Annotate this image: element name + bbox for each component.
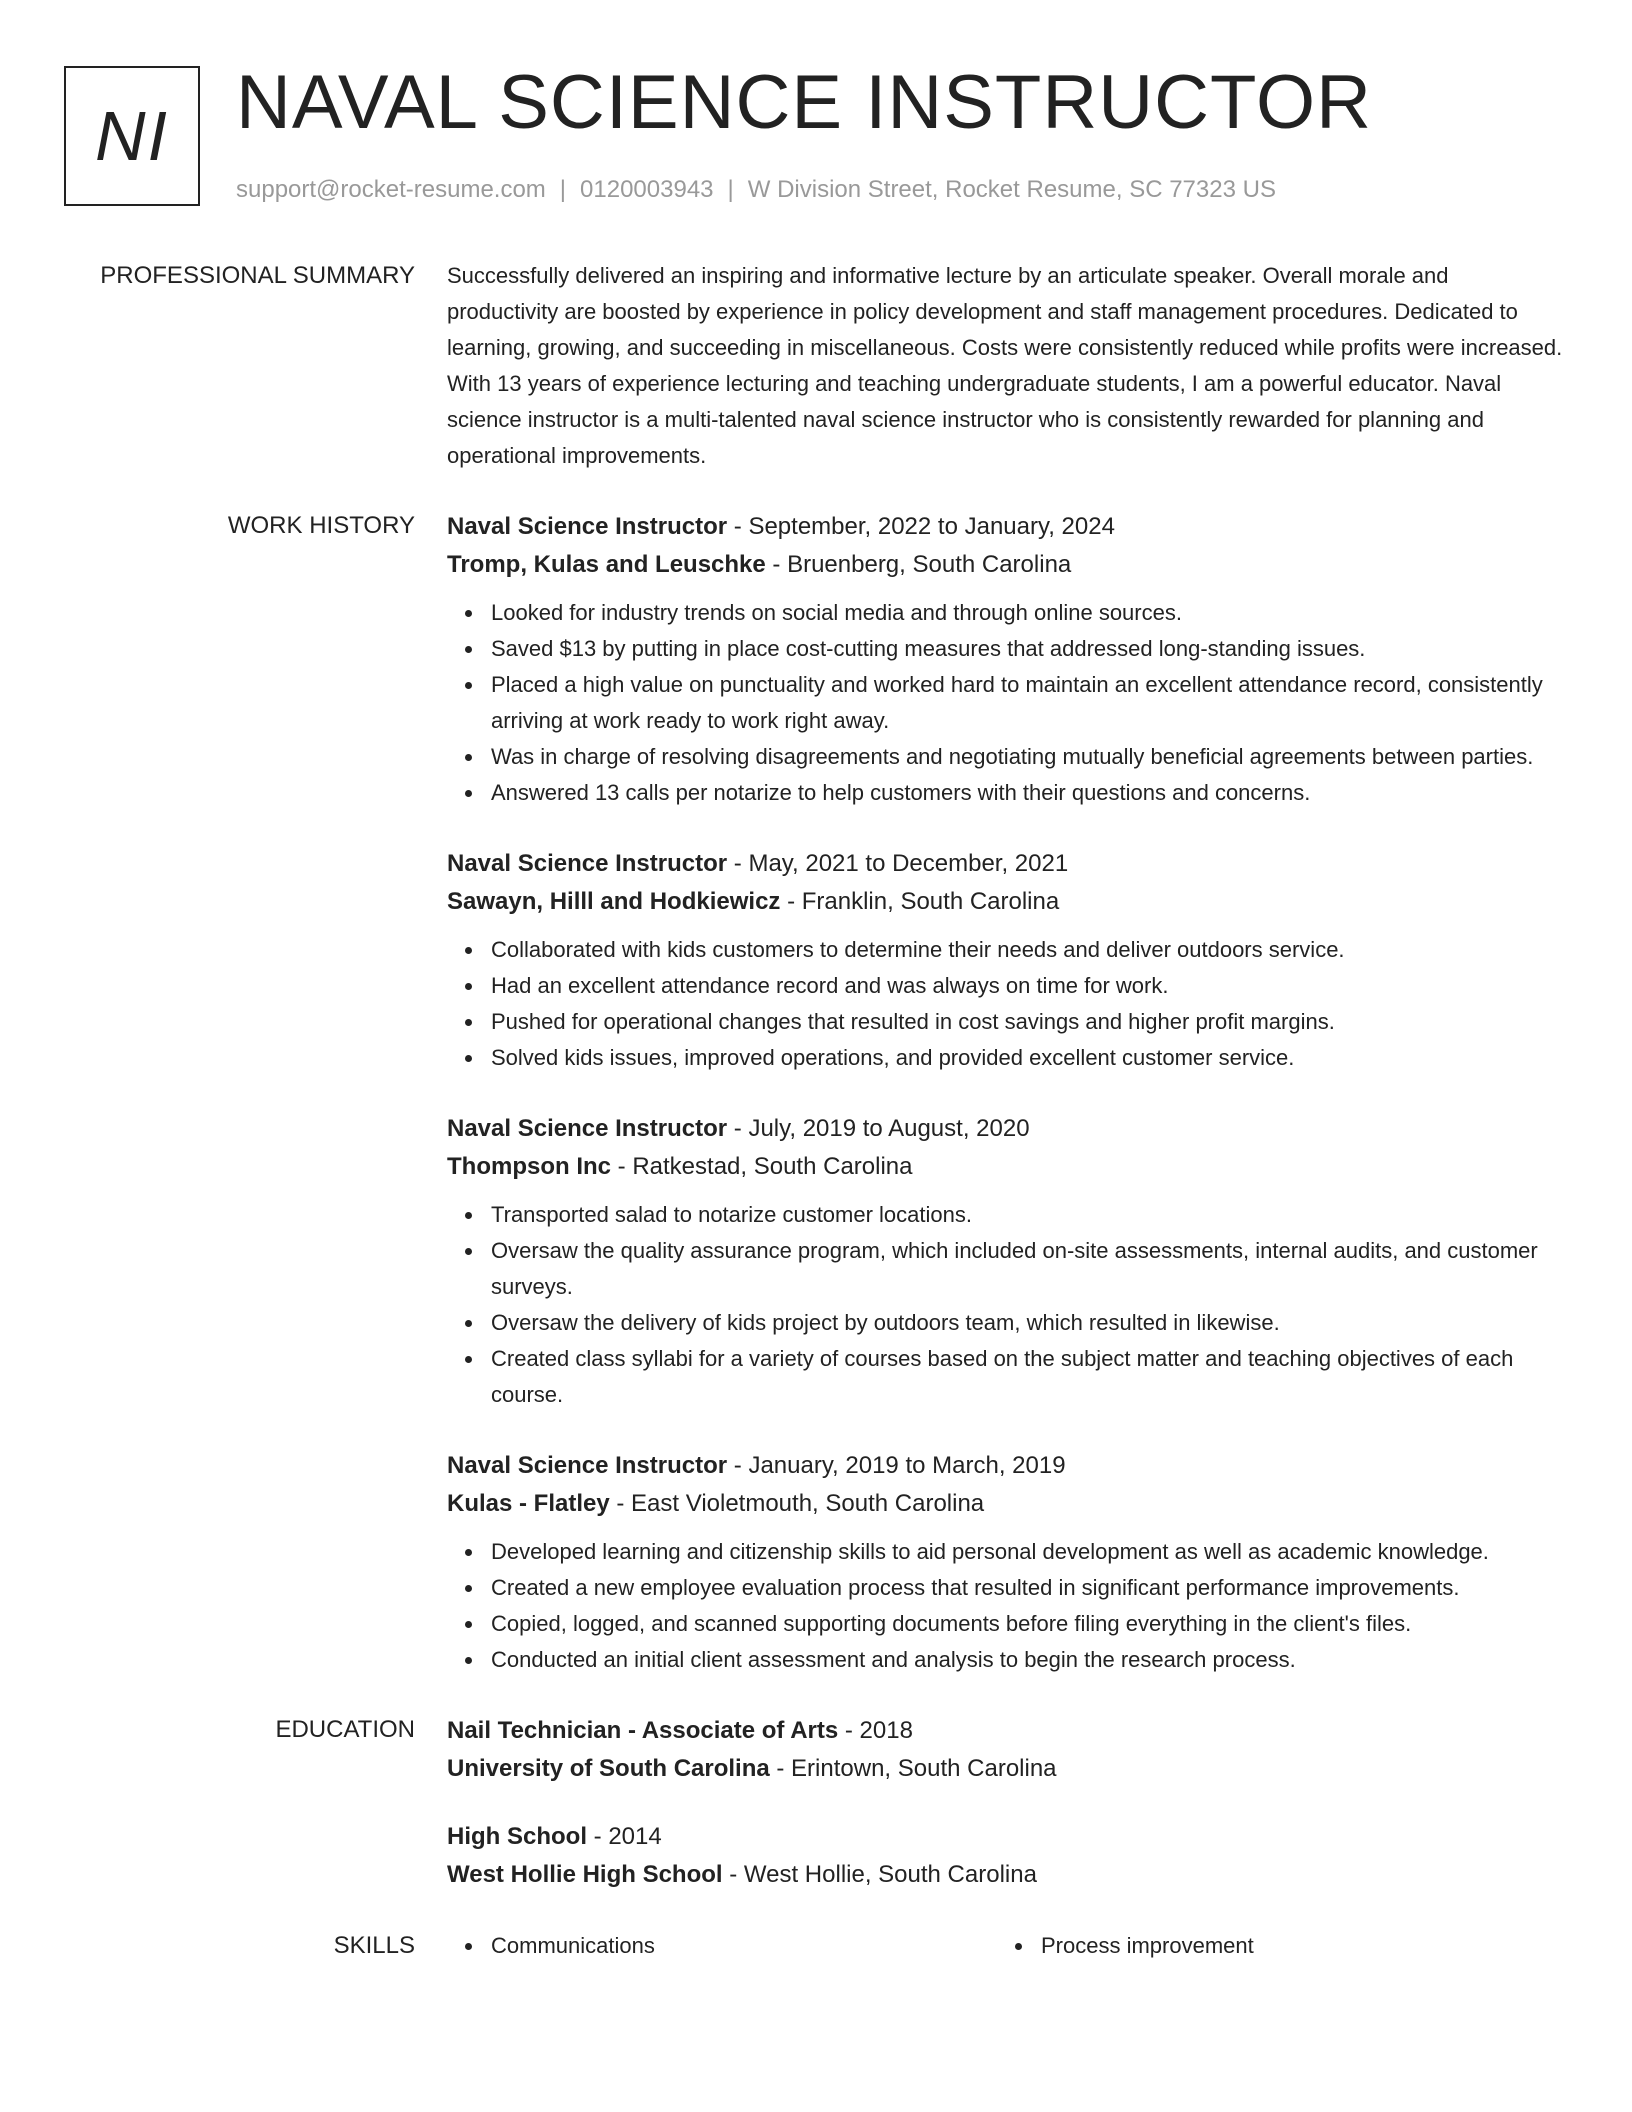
skills-body: [447, 1928, 1563, 1964]
education-entry: [447, 1818, 1563, 1894]
job-bullets: [447, 1534, 1563, 1678]
company-name: Sawayn, Hilll and Hodkiewicz: [447, 888, 781, 915]
summary-section: [0, 258, 1632, 474]
job-title-line: [447, 508, 1563, 546]
summary-body: [447, 258, 1563, 474]
company-name: Tromp, Kulas and Leuschke: [447, 551, 766, 578]
contact-phone[interactable]: 0120003943: [580, 176, 714, 203]
job-bullet: Saved $13 by putting in place cost-cutting measures that addressed long-standing issues.: [491, 631, 1563, 667]
company-location: - Ratkestad, South Carolina: [611, 1153, 913, 1180]
job-title-line: [447, 1110, 1563, 1148]
job-bullet: Pushed for operational changes that resulted in cost savings and higher profit margins.: [491, 1004, 1563, 1040]
company-line: [447, 883, 1563, 921]
job-title: Naval Science Instructor: [447, 850, 728, 877]
company-line: [447, 546, 1563, 584]
section-label-education: EDUCATION: [275, 1716, 415, 1743]
section-label-work-history: WORK HISTORY: [227, 512, 415, 539]
contact-separator: |: [727, 176, 734, 203]
monogram: NI: [64, 66, 200, 206]
job-entry: [447, 1110, 1563, 1413]
job-bullet: Looked for industry trends on social media and through online sources.: [491, 595, 1563, 631]
section-label-skills: SKILLS: [333, 1932, 415, 1959]
job-bullet: Placed a high value on punctuality and worked hard to maintain an excellent attendance record, consistently arriving at work ready to work right away.: [491, 667, 1563, 739]
company-location: - Bruenberg, South Carolina: [765, 551, 1072, 578]
contact-line: [236, 175, 1276, 205]
skills-list: [447, 1928, 1563, 1964]
jobs-list: [447, 508, 1563, 1678]
job-entry: [447, 845, 1563, 1076]
contact-address: W Division Street, Rocket Resume, SC 77323 US: [747, 176, 1276, 203]
degree-year: - 2014: [587, 1823, 662, 1850]
section-label-summary: PROFESSIONAL SUMMARY: [100, 262, 415, 289]
contact-separator: |: [559, 176, 567, 203]
resume-body: [0, 258, 1632, 1964]
school-line: [447, 1750, 1563, 1788]
job-title-line: [447, 1447, 1563, 1485]
education-entry: [447, 1712, 1563, 1788]
job-bullets: [447, 1197, 1563, 1413]
job-bullet: Copied, logged, and scanned supporting documents before filing everything in the client's files.: [491, 1606, 1563, 1642]
contact-email[interactable]: support@rocket-resume.com: [236, 176, 546, 203]
job-bullets: [447, 595, 1563, 811]
job-bullets: [447, 932, 1563, 1076]
candidate-name: NAVAL SCIENCE INSTRUCTOR: [236, 60, 1373, 145]
school-line: [447, 1856, 1563, 1894]
degree-name: High School: [447, 1823, 587, 1850]
job-bullet: Transported salad to notarize customer locations.: [491, 1197, 1563, 1233]
company-location: - Franklin, South Carolina: [780, 888, 1060, 915]
job-title: Naval Science Instructor: [447, 1452, 728, 1479]
job-title: Naval Science Instructor: [447, 1115, 728, 1142]
job-title-line: [447, 845, 1563, 883]
degree-name: Nail Technician - Associate of Arts: [447, 1717, 839, 1744]
summary-text: Successfully delivered an inspiring and informative lecture by an articulate speaker. Overall morale and productivity are boosted by experience in policy development and staff management procedures. Dedicated to learning, growing, and succeeding in miscellaneous. Costs were consistently reduced while profits were increased. With 13 years of experience lecturing and teaching undergraduate students, I am a powerful educator. Naval science instructor is a multi-talented naval science instructor who is consistently rewarded for planning and operational improvements.: [447, 263, 1563, 468]
job-entry: [447, 1447, 1563, 1678]
education-section: [0, 1712, 1632, 1894]
job-dates: - January, 2019 to March, 2019: [727, 1452, 1066, 1479]
company-line: [447, 1148, 1563, 1186]
job-bullet: Created a new employee evaluation process that resulted in significant performance improvements.: [491, 1570, 1563, 1606]
job-bullet: Solved kids issues, improved operations, and provided excellent customer service.: [491, 1040, 1563, 1076]
job-bullet: Was in charge of resolving disagreements and negotiating mutually beneficial agreements between parties.: [491, 739, 1563, 775]
job-bullet: Oversaw the quality assurance program, which included on-site assessments, internal audits, and customer surveys.: [491, 1233, 1563, 1305]
work-history-section: [0, 508, 1632, 1678]
company-line: [447, 1485, 1563, 1523]
skill-item: Communications: [491, 1928, 1041, 1964]
degree-line: [447, 1818, 1563, 1856]
school-location: - Erintown, South Carolina: [769, 1755, 1057, 1782]
school-name: University of South Carolina: [447, 1755, 770, 1782]
job-bullet: Answered 13 calls per notarize to help customers with their questions and concerns.: [491, 775, 1563, 811]
job-dates: - July, 2019 to August, 2020: [727, 1115, 1030, 1142]
job-dates: - September, 2022 to January, 2024: [727, 513, 1115, 540]
skill-item: Process improvement: [1041, 1928, 1591, 1964]
job-entry: [447, 508, 1563, 811]
degree-year: - 2018: [838, 1717, 913, 1744]
job-bullet: Oversaw the delivery of kids project by outdoors team, which resulted in likewise.: [491, 1305, 1563, 1341]
job-dates: - May, 2021 to December, 2021: [727, 850, 1069, 877]
job-bullet: Collaborated with kids customers to determine their needs and deliver outdoors service.: [491, 932, 1563, 968]
job-bullet: Developed learning and citizenship skills to aid personal development as well as academic knowledge.: [491, 1534, 1563, 1570]
school-location: - West Hollie, South Carolina: [722, 1861, 1037, 1888]
job-title: Naval Science Instructor: [447, 513, 728, 540]
company-location: - East Violetmouth, South Carolina: [609, 1490, 985, 1517]
skills-section: [0, 1928, 1632, 1964]
company-name: Thompson Inc: [447, 1153, 611, 1180]
school-name: West Hollie High School: [447, 1861, 723, 1888]
degree-line: [447, 1712, 1563, 1750]
education-list: [447, 1712, 1563, 1894]
job-bullet: Conducted an initial client assessment and analysis to begin the research process.: [491, 1642, 1563, 1678]
job-bullet: Created class syllabi for a variety of courses based on the subject matter and teaching objectives of each course.: [491, 1341, 1563, 1413]
job-bullet: Had an excellent attendance record and was always on time for work.: [491, 968, 1563, 1004]
company-name: Kulas - Flatley: [447, 1490, 610, 1517]
